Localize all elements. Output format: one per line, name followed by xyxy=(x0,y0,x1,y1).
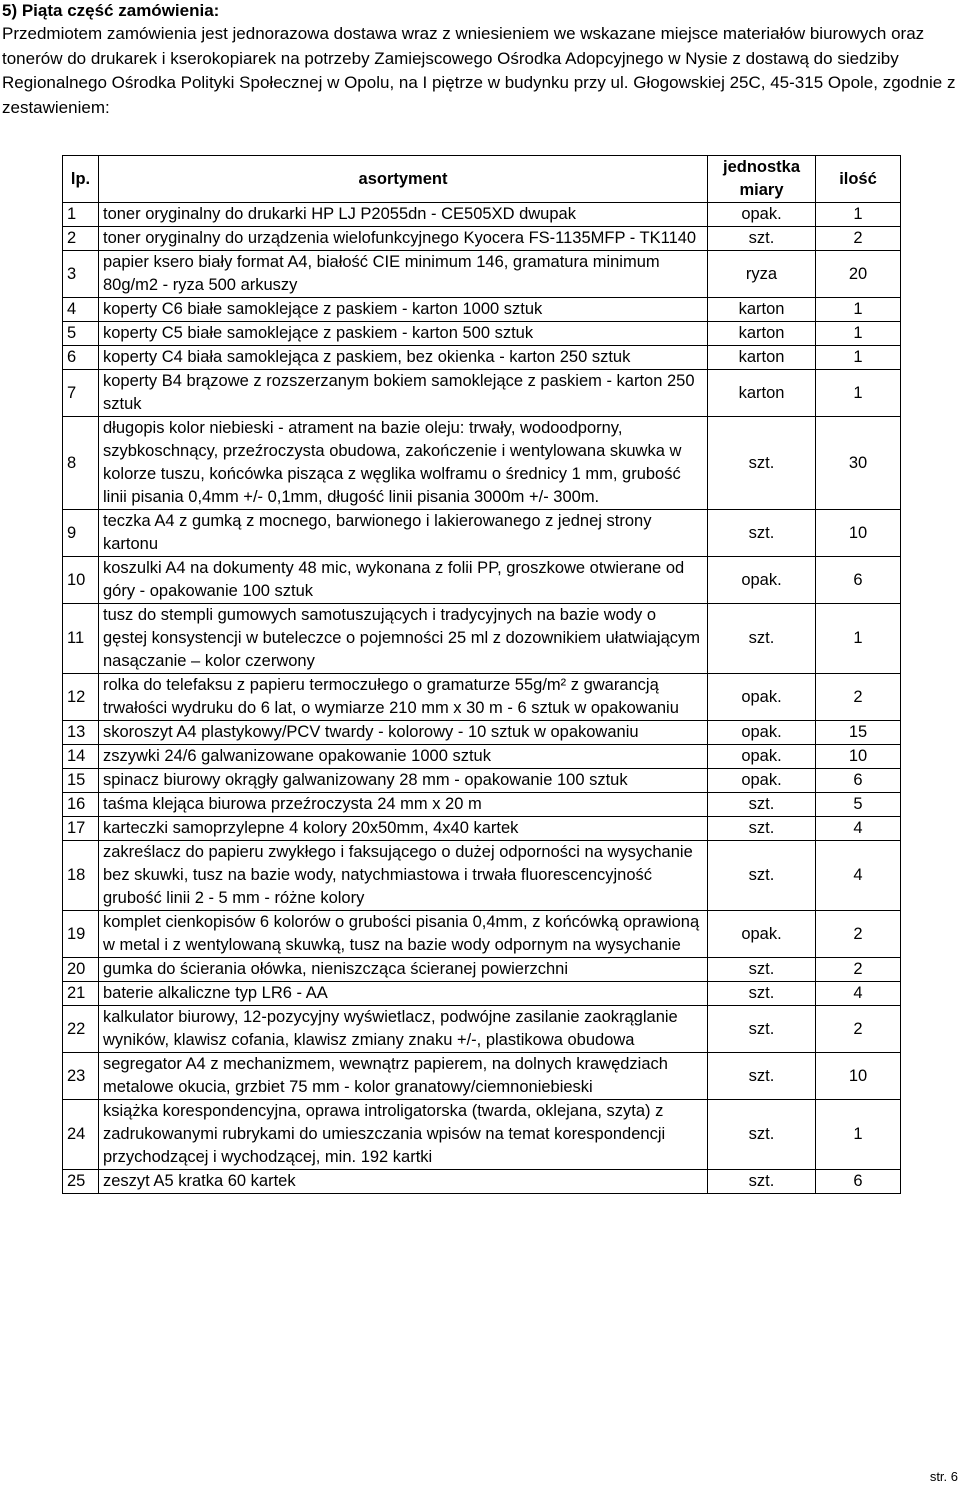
row-unit: szt. xyxy=(708,604,816,674)
row-unit: szt. xyxy=(708,1170,816,1194)
row-lp: 10 xyxy=(63,557,99,604)
row-lp: 23 xyxy=(63,1053,99,1100)
header-lp: lp. xyxy=(63,156,99,203)
table-row xyxy=(63,769,901,793)
row-lp: 17 xyxy=(63,817,99,841)
row-description: zszywki 24/6 galwanizowane opakowanie 1000 sztuk xyxy=(99,745,708,769)
table-row xyxy=(63,604,901,674)
row-lp: 19 xyxy=(63,911,99,958)
row-unit: opak. xyxy=(708,557,816,604)
row-description: rolka do telefaksu z papieru termoczułego o gramaturze 55g/m² z gwarancją trwałości wydruku do 6 lat, o wymiarze 210 mm x 30 m - 6 sztuk w opakowaniu xyxy=(99,674,708,721)
row-unit: szt. xyxy=(708,510,816,557)
row-quantity: 10 xyxy=(816,510,901,557)
table-row xyxy=(63,298,901,322)
row-description: zakreślacz do papieru zwykłego i faksującego o dużej odporności na wysychanie bez skuwki, tusz na bazie wody, natychmiastowa i trwała fluorescencyjność grubość linii 2 - 5 mm - różne kolory xyxy=(99,841,708,911)
row-lp: 18 xyxy=(63,841,99,911)
row-description: gumka do ścierania ołówka, nieniszcząca ścieranej powierzchni xyxy=(99,958,708,982)
row-quantity: 5 xyxy=(816,793,901,817)
table-row xyxy=(63,793,901,817)
row-description: baterie alkaliczne typ LR6 - AA xyxy=(99,982,708,1006)
row-unit: karton xyxy=(708,370,816,417)
row-lp: 16 xyxy=(63,793,99,817)
header-asortyment: asortyment xyxy=(99,156,708,203)
table-row xyxy=(63,958,901,982)
row-quantity: 1 xyxy=(816,298,901,322)
table-row xyxy=(63,982,901,1006)
table-header-row xyxy=(63,156,901,203)
row-quantity: 2 xyxy=(816,911,901,958)
row-description: koszulki A4 na dokumenty 48 mic, wykonana z folii PP, groszkowe otwierane od góry - opakowanie 100 sztuk xyxy=(99,557,708,604)
row-unit: opak. xyxy=(708,911,816,958)
table-row xyxy=(63,745,901,769)
row-unit: szt. xyxy=(708,958,816,982)
header-qty: ilość xyxy=(816,156,901,203)
table-row xyxy=(63,817,901,841)
row-quantity: 10 xyxy=(816,1053,901,1100)
row-lp: 15 xyxy=(63,769,99,793)
row-description: tusz do stempli gumowych samotuszujących i tradycyjnych na bazie wody o gęstej konsystencji w buteleczce o pojemności 25 ml z dozownikiem ułatwiającym nasączanie – kolor czerwony xyxy=(99,604,708,674)
row-description: koperty C5 białe samoklejące z paskiem - karton 500 sztuk xyxy=(99,322,708,346)
table-row xyxy=(63,251,901,298)
row-unit: opak. xyxy=(708,674,816,721)
row-description: toner oryginalny do urządzenia wielofunkcyjnego Kyocera FS-1135MFP - TK1140 xyxy=(99,227,708,251)
row-unit: karton xyxy=(708,322,816,346)
row-unit: opak. xyxy=(708,203,816,227)
row-quantity: 1 xyxy=(816,370,901,417)
row-lp: 14 xyxy=(63,745,99,769)
row-quantity: 1 xyxy=(816,203,901,227)
row-quantity: 2 xyxy=(816,1006,901,1053)
row-description: papier ksero biały format A4, białość CIE minimum 146, gramatura minimum 80g/m2 - ryza 500 arkuszy xyxy=(99,251,708,298)
row-quantity: 1 xyxy=(816,322,901,346)
row-quantity: 1 xyxy=(816,604,901,674)
row-lp: 12 xyxy=(63,674,99,721)
row-unit: szt. xyxy=(708,417,816,510)
table-row xyxy=(63,227,901,251)
row-lp: 4 xyxy=(63,298,99,322)
row-unit: karton xyxy=(708,346,816,370)
row-quantity: 4 xyxy=(816,817,901,841)
row-description: spinacz biurowy okrągły galwanizowany 28 mm - opakowanie 100 sztuk xyxy=(99,769,708,793)
row-lp: 5 xyxy=(63,322,99,346)
table-row xyxy=(63,557,901,604)
row-quantity: 2 xyxy=(816,958,901,982)
row-lp: 13 xyxy=(63,721,99,745)
row-lp: 1 xyxy=(63,203,99,227)
table-row xyxy=(63,1170,901,1194)
row-lp: 8 xyxy=(63,417,99,510)
row-unit: szt. xyxy=(708,841,816,911)
row-description: taśma klejąca biurowa przeźroczysta 24 mm x 20 m xyxy=(99,793,708,817)
row-quantity: 2 xyxy=(816,227,901,251)
table-row xyxy=(63,674,901,721)
row-lp: 11 xyxy=(63,604,99,674)
row-unit: ryza xyxy=(708,251,816,298)
row-description: segregator A4 z mechanizmem, wewnątrz papierem, na dolnych krawędziach metalowe okucia, grzbiet 75 mm - kolor granatowy/ciemnoniebieski xyxy=(99,1053,708,1100)
table-row xyxy=(63,721,901,745)
row-lp: 6 xyxy=(63,346,99,370)
row-description: karteczki samoprzylepne 4 kolory 20x50mm, 4x40 kartek xyxy=(99,817,708,841)
row-quantity: 15 xyxy=(816,721,901,745)
row-quantity: 10 xyxy=(816,745,901,769)
row-quantity: 4 xyxy=(816,982,901,1006)
row-description: koperty C6 białe samoklejące z paskiem - karton 1000 sztuk xyxy=(99,298,708,322)
table-row xyxy=(63,346,901,370)
row-lp: 3 xyxy=(63,251,99,298)
row-description: koperty C4 biała samoklejąca z paskiem, bez okienka - karton 250 sztuk xyxy=(99,346,708,370)
row-quantity: 6 xyxy=(816,557,901,604)
row-unit: opak. xyxy=(708,769,816,793)
table-row xyxy=(63,417,901,510)
row-description: toner oryginalny do drukarki HP LJ P2055dn - CE505XD dwupak xyxy=(99,203,708,227)
row-lp: 21 xyxy=(63,982,99,1006)
row-description: skoroszyt A4 plastykowy/PCV twardy - kolorowy - 10 sztuk w opakowaniu xyxy=(99,721,708,745)
row-quantity: 20 xyxy=(816,251,901,298)
row-unit: szt. xyxy=(708,982,816,1006)
row-unit: opak. xyxy=(708,721,816,745)
section-intro: Przedmiotem zamówienia jest jednorazowa dostawa wraz z wniesieniem we wskazane miejsce materiałów biurowych oraz tonerów do drukarek i kserokopiarek na potrzeby Zamiejscowego Ośrodka Adopcyjnego w Nysie z dostawą do siedziby Regionalnego Ośrodka Polityki Społecznej w Opolu, na I piętrze w budynku przy ul. Głogowskiej 25C, 45-315 Opole, zgodnie z zestawieniem: xyxy=(2,24,956,117)
row-lp: 24 xyxy=(63,1100,99,1170)
row-lp: 7 xyxy=(63,370,99,417)
table-row xyxy=(63,322,901,346)
order-table xyxy=(62,155,901,1194)
row-unit: szt. xyxy=(708,227,816,251)
row-unit: opak. xyxy=(708,745,816,769)
row-lp: 2 xyxy=(63,227,99,251)
row-unit: karton xyxy=(708,298,816,322)
row-unit: szt. xyxy=(708,817,816,841)
row-lp: 9 xyxy=(63,510,99,557)
row-unit: szt. xyxy=(708,1006,816,1053)
row-description: zeszyt A5 kratka 60 kartek xyxy=(99,1170,708,1194)
row-description: komplet cienkopisów 6 kolorów o grubości pisania 0,4mm, z końcówką oprawioną w metal i z wentylowaną skuwką, tusz na bazie wody odpornym na wysychanie xyxy=(99,911,708,958)
row-quantity: 2 xyxy=(816,674,901,721)
table-row xyxy=(63,1100,901,1170)
row-quantity: 4 xyxy=(816,841,901,911)
row-quantity: 6 xyxy=(816,769,901,793)
row-unit: szt. xyxy=(708,1100,816,1170)
row-description: długopis kolor niebieski - atrament na bazie oleju: trwały, wodoodporny, szybkoschnący, przeźroczysta obudowa, zakończenie i wentylowana skuwka w kolorze tuszu, końcówka pisząca z węglika wolframu o średnicy 1 mm, grubość linii pisania 0,4mm +/- 0,1mm, długość linii pisania 3000m +/- 300m. xyxy=(99,417,708,510)
row-description: teczka A4 z gumką z mocnego, barwionego i lakierowanego z jednej strony kartonu xyxy=(99,510,708,557)
row-quantity: 6 xyxy=(816,1170,901,1194)
header-unit: jednostka miary xyxy=(708,156,816,203)
table-row xyxy=(63,841,901,911)
row-quantity: 30 xyxy=(816,417,901,510)
table-row xyxy=(63,911,901,958)
row-description: książka korespondencyjna, oprawa introligatorska (twarda, oklejana, szyta) z zadrukowanymi rubrykami do umieszczania wpisów na temat korespondencji przychodzącej i wychodzącej, min. 192 kartki xyxy=(99,1100,708,1170)
row-lp: 20 xyxy=(63,958,99,982)
row-lp: 22 xyxy=(63,1006,99,1053)
row-lp: 25 xyxy=(63,1170,99,1194)
page-number: str. 6 xyxy=(929,1469,958,1484)
table-row xyxy=(63,1006,901,1053)
table-row xyxy=(63,1053,901,1100)
table-row xyxy=(63,510,901,557)
row-quantity: 1 xyxy=(816,346,901,370)
row-description: kalkulator biurowy, 12-pozycyjny wyświetlacz, podwójne zasilanie zaokrąglanie wyników, klawisz cofania, klawisz zmiany znaku +/-, plastikowa obudowa xyxy=(99,1006,708,1053)
row-quantity: 1 xyxy=(816,1100,901,1170)
row-unit: szt. xyxy=(708,1053,816,1100)
section-heading: 5) Piąta część zamówienia: xyxy=(2,1,220,20)
table-row xyxy=(63,370,901,417)
row-description: koperty B4 brązowe z rozszerzanym bokiem samoklejące z paskiem - karton 250 sztuk xyxy=(99,370,708,417)
table-row xyxy=(63,203,901,227)
row-unit: szt. xyxy=(708,793,816,817)
